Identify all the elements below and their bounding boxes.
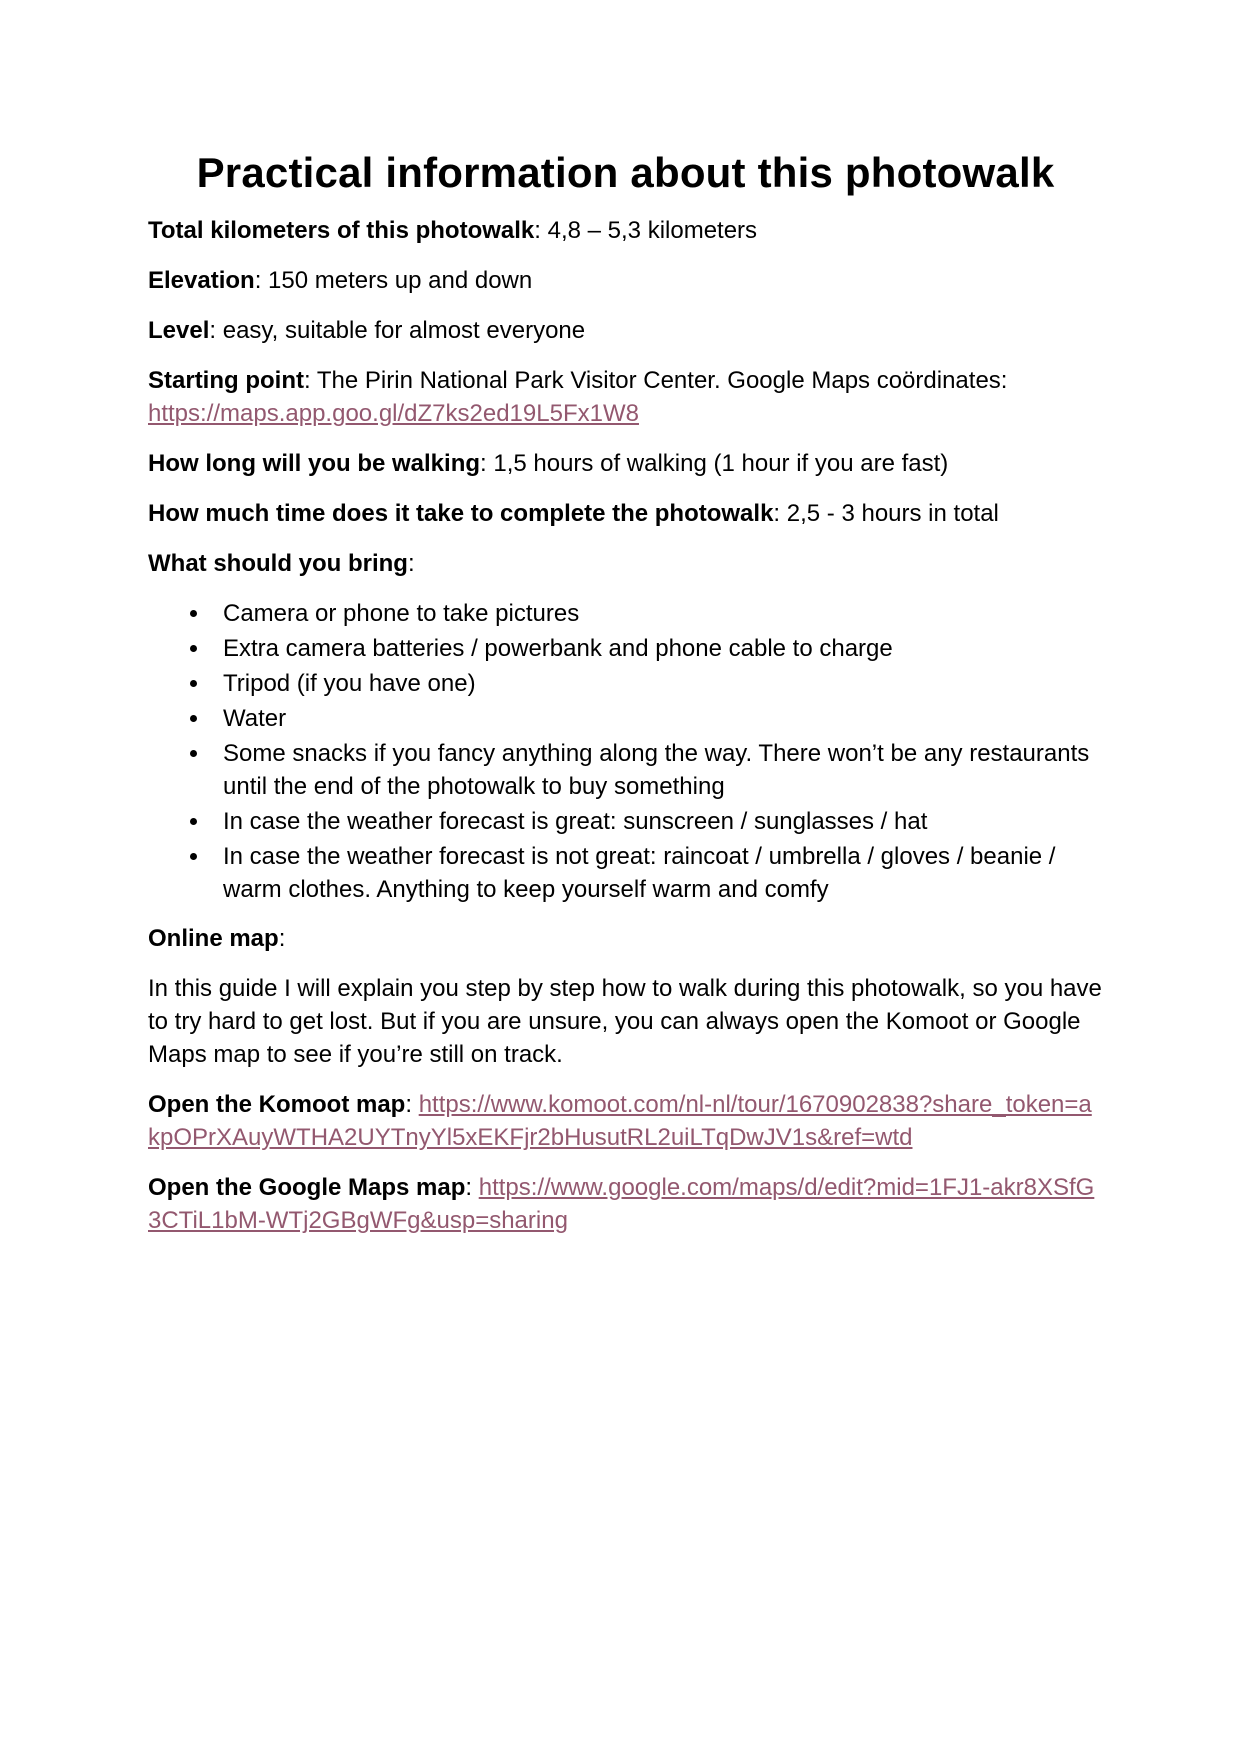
komoot-link[interactable]: https://www.komoot.com/nl-nl/tour/1670902838?share_token=akpOPrXAuyWTHA2UYTnyYl5xEKFjr2bHusutRL2uiLTqDwJV1s&ref=wtd bbox=[148, 1091, 1092, 1151]
bullet-icon bbox=[190, 715, 197, 722]
komoot-separator: : bbox=[405, 1091, 419, 1118]
online-map-heading bbox=[148, 922, 1103, 955]
list-item-text: Tripod (if you have one) bbox=[223, 670, 476, 697]
elevation-label: Elevation bbox=[148, 267, 255, 294]
komoot-label: Open the Komoot map bbox=[148, 1091, 406, 1118]
list-item bbox=[223, 840, 1103, 906]
starting-point-link[interactable]: https://maps.app.goo.gl/dZ7ks2ed19L5Fx1W8 bbox=[148, 400, 639, 427]
bring-separator: : bbox=[407, 550, 415, 577]
list-item-text: Water bbox=[223, 705, 287, 732]
walking-time-label: How long will you be walking bbox=[148, 450, 481, 477]
bring-list bbox=[148, 597, 1103, 906]
bullet-icon bbox=[190, 853, 197, 860]
list-item bbox=[223, 597, 1103, 630]
distance-line bbox=[148, 214, 1103, 247]
list-item-text: Some snacks if you fancy anything along the way. There won’t be any restaurants until the end of the photowalk to buy something bbox=[223, 740, 1090, 800]
google-maps-separator: : bbox=[465, 1174, 479, 1201]
distance-value: 4,8 – 5,3 kilometers bbox=[547, 217, 758, 244]
google-maps-link[interactable]: https://www.google.com/maps/d/edit?mid=1FJ1-akr8XSfG3CTiL1bM-WTj2GBgWFg&usp=sharing bbox=[148, 1174, 1095, 1234]
list-item bbox=[223, 632, 1103, 665]
bring-label: What should you bring bbox=[148, 550, 408, 577]
level-value: easy, suitable for almost everyone bbox=[222, 317, 586, 344]
bullet-icon bbox=[190, 645, 197, 652]
level-label: Level bbox=[148, 317, 210, 344]
document-page bbox=[148, 140, 1103, 1254]
walking-time-separator: : bbox=[480, 450, 494, 477]
google-maps-line bbox=[148, 1171, 1103, 1237]
elevation-line bbox=[148, 264, 1103, 297]
level-line bbox=[148, 314, 1103, 347]
list-item-text: In case the weather forecast is not great: raincoat / umbrella / gloves / beanie / warm clothes. Anything to keep yourself warm and comfy bbox=[223, 843, 1056, 903]
distance-label: Total kilometers of this photowalk bbox=[148, 217, 535, 244]
walking-time-value: 1,5 hours of walking (1 hour if you are fast) bbox=[493, 450, 949, 477]
google-maps-label: Open the Google Maps map bbox=[148, 1174, 466, 1201]
starting-point-label: Starting point bbox=[148, 367, 304, 394]
starting-point-value: The Pirin National Park Visitor Center. Google Maps coördinates: bbox=[316, 367, 1008, 394]
distance-separator: : bbox=[534, 217, 548, 244]
list-item bbox=[223, 702, 1103, 735]
walking-time-line bbox=[148, 447, 1103, 480]
list-item bbox=[223, 737, 1103, 803]
list-item bbox=[223, 667, 1103, 700]
elevation-separator: : bbox=[254, 267, 269, 294]
bullet-icon bbox=[190, 818, 197, 825]
list-item-text: In case the weather forecast is great: sunscreen / sunglasses / hat bbox=[223, 808, 928, 835]
bullet-icon bbox=[190, 750, 197, 757]
total-time-label: How much time does it take to complete the photowalk bbox=[148, 500, 774, 527]
starting-point-separator: : bbox=[303, 367, 317, 394]
list-item-text: Camera or phone to take pictures bbox=[223, 600, 580, 627]
total-time-value: 2,5 - 3 hours in total bbox=[786, 500, 999, 527]
elevation-value: 150 meters up and down bbox=[268, 267, 533, 294]
bring-heading bbox=[148, 547, 1103, 580]
total-time-separator: : bbox=[773, 500, 787, 527]
list-item-text: Extra camera batteries / powerbank and phone cable to charge bbox=[223, 635, 893, 662]
total-time-line bbox=[148, 497, 1103, 530]
online-map-separator: : bbox=[278, 925, 286, 952]
bullet-icon bbox=[190, 680, 197, 687]
level-separator: : bbox=[209, 317, 223, 344]
komoot-line bbox=[148, 1088, 1103, 1154]
starting-point-line bbox=[148, 364, 1103, 430]
page-title: Practical information about this photowalk bbox=[196, 149, 1055, 196]
list-item bbox=[223, 805, 1103, 838]
bullet-icon bbox=[190, 610, 197, 617]
online-map-intro: In this guide I will explain you step by step how to walk during this photowalk, so you have to try hard to get lost. But if you are unsure, you can always open the Komoot or Google Maps map to see if you’re still on track. bbox=[148, 975, 1102, 1068]
online-map-label: Online map bbox=[148, 925, 279, 952]
